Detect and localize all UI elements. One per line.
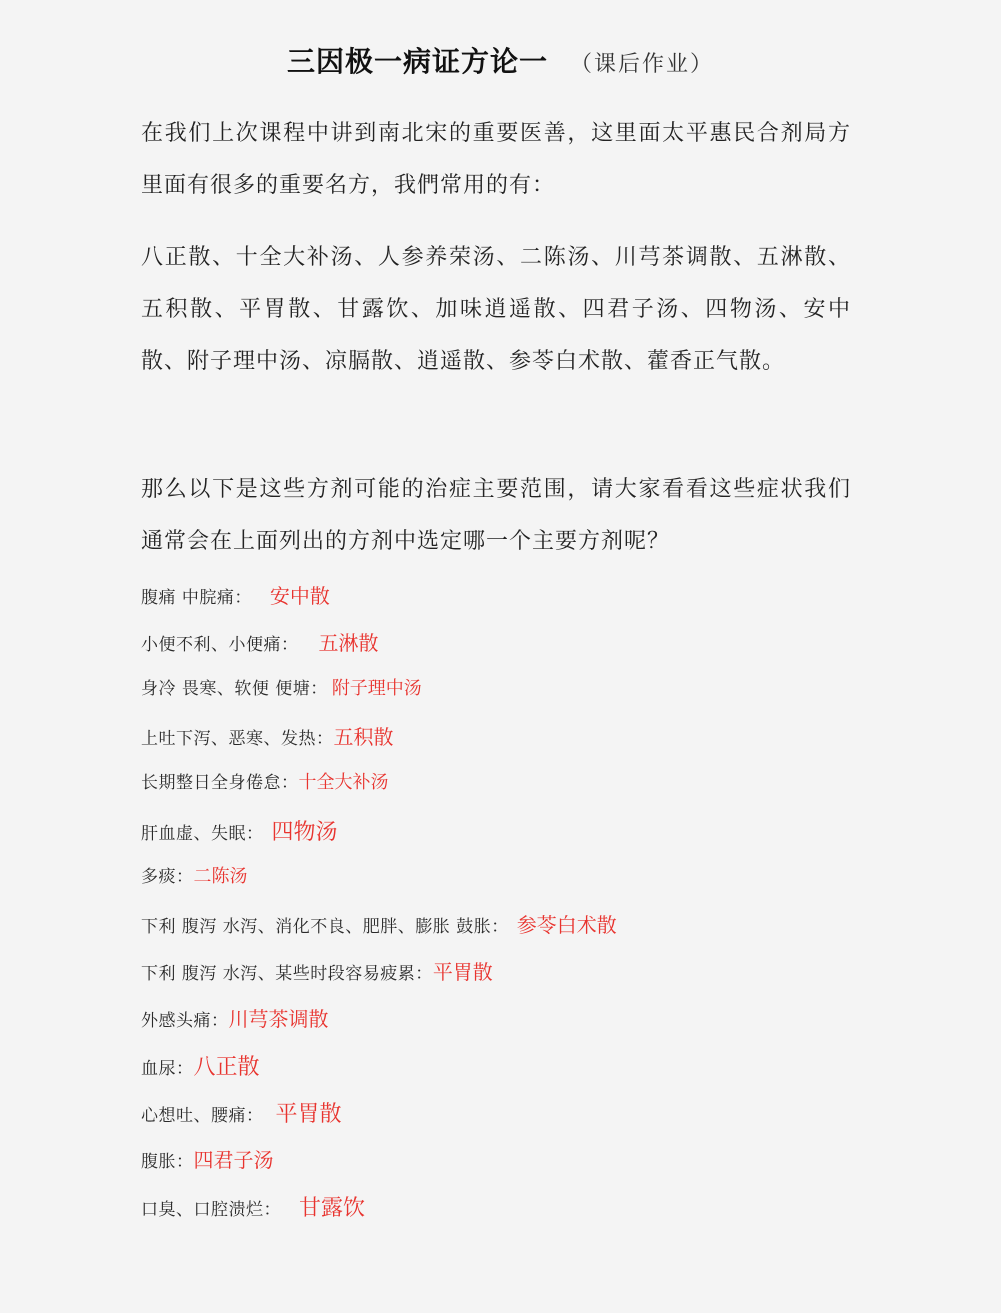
symptom-text: 上吐下泻、恶寒、发热：	[141, 729, 334, 749]
answer-text: 附子理中汤	[331, 678, 422, 699]
formula-list-paragraph: 八正散、十全大补汤、人参养荣汤、二陈汤、川芎茶调散、五淋散、五积散、平胃散、甘露饮、加味逍遥散、四君子汤、四物汤、安中散、附子理中汤、凉膈散、逍遥散、参苓白术散、藿香正气散。	[141, 245, 851, 374]
answer-text: 平胃散	[275, 1102, 342, 1127]
symptom-answer-list	[141, 580, 861, 1238]
qa-item	[141, 1144, 861, 1191]
symptom-text: 小便不利、小便痛：	[141, 635, 299, 655]
qa-item	[141, 1050, 861, 1097]
page-subtitle: （课后作业）	[570, 52, 715, 77]
answer-text: 参苓白术散	[516, 913, 617, 937]
answer-text: 五积散	[333, 725, 394, 749]
symptom-text: 下利 腹泻 水泻、某些时段容易疲累：	[141, 964, 433, 984]
symptom-text: 腹胀：	[141, 1152, 194, 1172]
symptom-text: 肝血虚、失眠：	[141, 824, 264, 844]
symptom-text: 长期整日全身倦怠：	[141, 773, 299, 793]
answer-text: 五淋散	[318, 631, 379, 655]
symptom-text: 口臭、口腔溃烂：	[141, 1200, 281, 1220]
qa-item	[141, 674, 861, 721]
symptom-text: 多痰：	[141, 867, 194, 887]
title-row	[0, 40, 1001, 80]
qa-item	[141, 1191, 861, 1238]
answer-text: 四物汤	[271, 820, 338, 845]
qa-item	[141, 956, 861, 1003]
symptom-text: 下利 腹泻 水泻、消化不良、肥胖、膨胀 鼓胀：	[141, 917, 509, 937]
symptom-text: 心想吐、腰痛：	[141, 1106, 264, 1126]
answer-text: 川芎茶调散	[228, 1007, 329, 1031]
answer-text: 四君子汤	[193, 1148, 274, 1172]
intro-paragraph: 在我们上次课程中讲到南北宋的重要医善，这里面太平惠民合剂局方里面有很多的重要名方，我們常用的有：	[141, 121, 851, 198]
qa-item	[141, 862, 861, 909]
symptom-text: 外感头痛：	[141, 1011, 229, 1031]
question-paragraph: 那么以下是这些方剂可能的治症主要范围，请大家看看这些症状我们通常会在上面列出的方剂中选定哪一个主要方剂呢？	[141, 477, 851, 554]
answer-text: 二陈汤	[193, 866, 248, 887]
symptom-text: 腹痛 中脘痛：	[141, 588, 252, 608]
qa-item	[141, 627, 861, 674]
page-title: 三因极一病证方论一	[286, 45, 548, 78]
answer-text: 安中散	[269, 584, 330, 608]
answer-text: 平胃散	[432, 960, 493, 984]
answer-text: 甘露饮	[299, 1196, 366, 1221]
qa-item	[141, 1097, 861, 1144]
answer-text: 八正散	[193, 1055, 260, 1080]
symptom-text: 身冷 畏寒、软便 便塘：	[141, 679, 328, 699]
qa-item	[141, 768, 861, 815]
qa-item	[141, 721, 861, 768]
answer-text: 十全大补汤	[298, 772, 389, 793]
qa-item	[141, 815, 861, 862]
qa-item	[141, 580, 861, 627]
qa-item	[141, 1003, 861, 1050]
qa-item	[141, 909, 861, 956]
symptom-text: 血尿：	[141, 1059, 194, 1079]
